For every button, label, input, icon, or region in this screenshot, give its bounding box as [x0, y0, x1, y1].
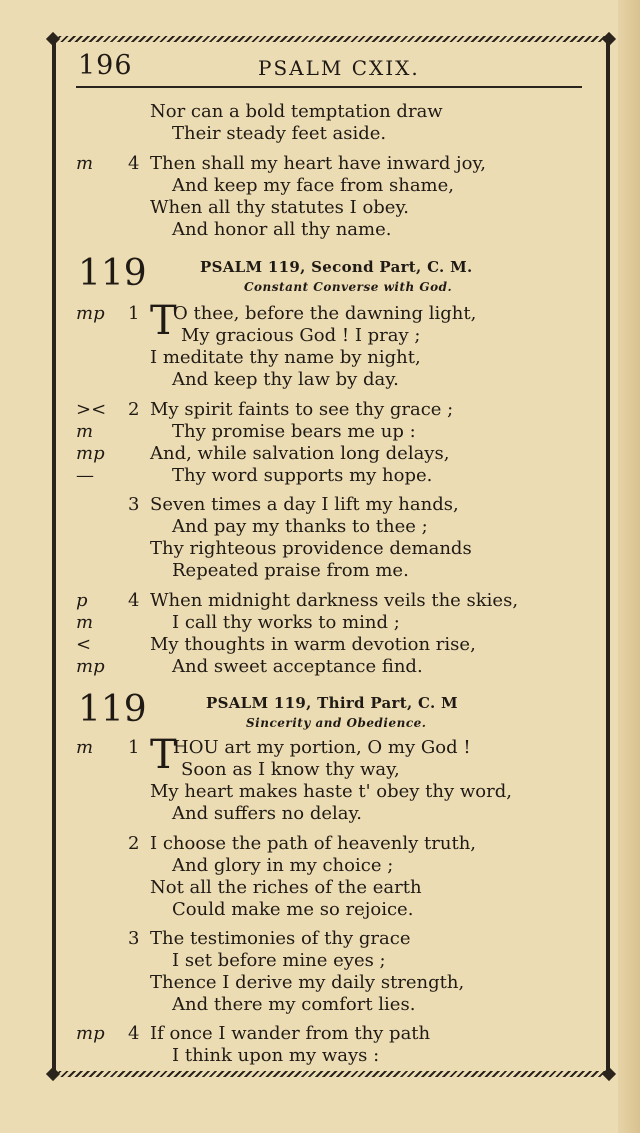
- stanza-number: 1: [128, 737, 140, 758]
- verse-line: — Thy word supports my hope.: [76, 465, 433, 486]
- dynamic-mark: m: [76, 421, 94, 442]
- stanza-number: 1: [128, 303, 140, 324]
- verse-line: mp And, while salvation long delays,: [76, 443, 450, 464]
- verse-line: >< 2 My spirit faints to see thy grace ;: [76, 399, 454, 420]
- verse-line: 3 Seven times a day I lift my hands,: [128, 494, 459, 515]
- verse-line: I think upon my ways :: [172, 1045, 380, 1066]
- verse-line: 3 The testimonies of thy grace: [128, 928, 411, 949]
- verse-line: And pay my thanks to thee ;: [172, 516, 428, 537]
- dynamic-mark: p: [76, 590, 88, 611]
- verse-line: And glory in my choice ;: [172, 855, 394, 876]
- stanza-number: 4: [128, 153, 140, 174]
- verse-line: And keep thy law by day.: [172, 369, 399, 390]
- verse-line: My heart makes haste t' obey thy word,: [150, 781, 512, 802]
- dynamic-mark: m: [76, 612, 94, 633]
- psalm-subtitle: Constant Converse with God.: [244, 280, 453, 294]
- stanza-number: 3: [128, 928, 140, 949]
- verse-line: mp And sweet acceptance find.: [76, 656, 423, 677]
- dynamic-mark: mp: [76, 303, 105, 324]
- verse-line: m I call thy works to mind ;: [76, 612, 400, 633]
- verse-line: Thy righteous providence demands: [150, 538, 472, 559]
- verse-line: Their steady feet aside.: [172, 123, 387, 144]
- dynamic-mark: <: [76, 634, 92, 655]
- psalm-heading: [0, 254, 640, 302]
- verse-line: mp 4 If once I wander from thy path: [76, 1023, 431, 1044]
- verse-line: When all thy statutes I obey.: [150, 197, 409, 218]
- verse-line: m Thy promise bears me up :: [76, 421, 416, 442]
- verse-line: Soon as I know thy way,: [181, 759, 400, 780]
- drop-cap: T: [150, 298, 177, 344]
- verse-line: m 4 Then shall my heart have inward joy,: [76, 153, 486, 174]
- psalm-number: 119: [78, 253, 147, 294]
- stanza-number: 4: [128, 1023, 140, 1044]
- verse-line: Nor can a bold temptation draw: [150, 101, 443, 122]
- dynamic-mark: —: [76, 465, 94, 486]
- dynamic-mark: ><: [76, 399, 107, 420]
- dynamic-mark: mp: [76, 656, 105, 677]
- stanza-number: 3: [128, 494, 140, 515]
- verse-line: mp 1 T O thee, before the dawning light,: [76, 298, 477, 344]
- verse-line: And suffers no delay.: [172, 803, 362, 824]
- verse-line: I set before mine eyes ;: [172, 950, 386, 971]
- dynamic-mark: mp: [76, 443, 105, 464]
- stanza-number: 2: [128, 833, 140, 854]
- verse-line: And keep my face from shame,: [172, 175, 454, 196]
- verse-line: And there my comfort lies.: [172, 994, 416, 1015]
- verse-line: And honor all thy name.: [172, 219, 392, 240]
- psalm-heading: [0, 690, 640, 738]
- page-number: 196: [78, 50, 133, 81]
- running-head: PSALM CXIX.: [258, 56, 420, 80]
- dynamic-mark: m: [76, 153, 94, 174]
- verse-line: p 4 When midnight darkness veils the skies,: [76, 590, 519, 611]
- psalm-title: PSALM 119, Second Part, C. M.: [200, 258, 473, 276]
- dynamic-mark: m: [76, 737, 94, 758]
- verse-line: Not all the riches of the earth: [150, 877, 422, 898]
- psalm-subtitle: Sincerity and Obedience.: [246, 716, 427, 730]
- stanza-number: 2: [128, 399, 140, 420]
- verse-line: 2 I choose the path of heavenly truth,: [128, 833, 477, 854]
- verse-line: m 1 T HOU art my portion, O my God !: [76, 732, 471, 778]
- verse-line: Could make me so rejoice.: [172, 899, 414, 920]
- stanza-number: 4: [128, 590, 140, 611]
- verse-line: Thence I derive my daily strength,: [150, 972, 465, 993]
- dynamic-mark: mp: [76, 1023, 105, 1044]
- verse-line: My gracious God ! I pray ;: [181, 325, 421, 346]
- drop-cap: T: [150, 732, 177, 778]
- verse-line: < My thoughts in warm devotion rise,: [76, 634, 476, 655]
- verse-line: Repeated praise from me.: [172, 560, 409, 581]
- psalm-title: PSALM 119, Third Part, C. M: [206, 694, 458, 712]
- psalm-number: 119: [78, 689, 147, 730]
- verse-line: I meditate thy name by night,: [150, 347, 421, 368]
